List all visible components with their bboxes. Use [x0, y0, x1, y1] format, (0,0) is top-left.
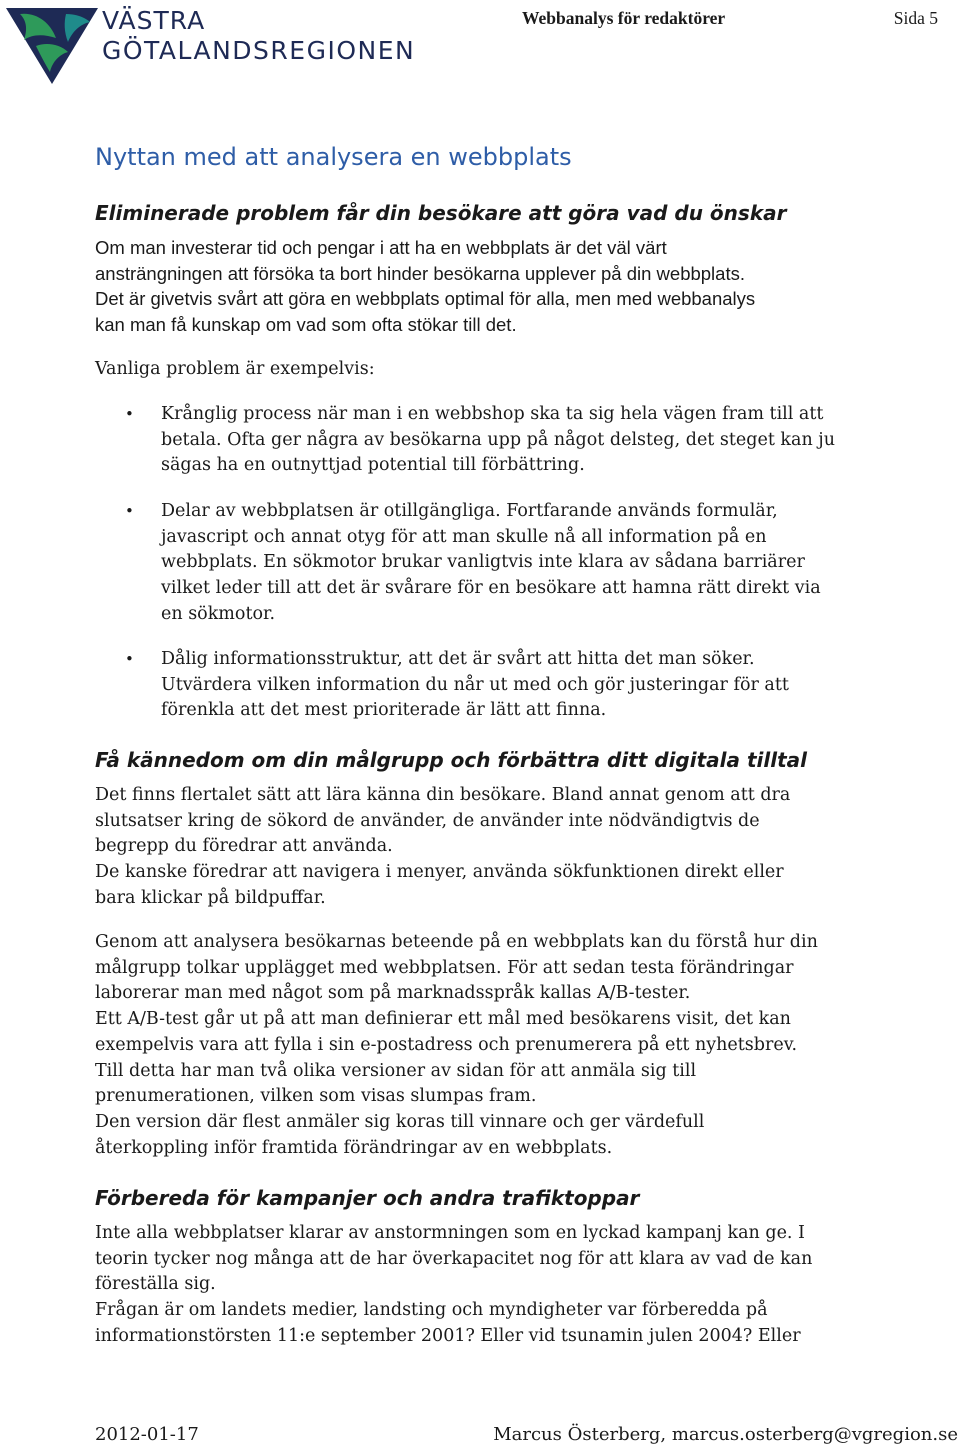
section-heading: Nyttan med att analysera en webbplats: [95, 143, 572, 171]
paragraph-ab-testing: [95, 930, 870, 1161]
text-line: en sökmotor.: [161, 603, 276, 624]
logo-text-line1: VÄSTRA: [102, 6, 206, 35]
text-line: Inte alla webbplatser klarar av anstormningen som en lyckad kampanj kan ge. I: [95, 1223, 805, 1243]
text-line: sägas ha en outnyttjad potential till förbättring.: [161, 455, 585, 476]
text-line: Frågan är om landets medier, landsting och myndigheter var förberedda på: [95, 1300, 768, 1321]
page-header: [0, 0, 960, 90]
text-line: javascript och annat otyg för att man skulle nå all information på en: [161, 526, 767, 547]
logo-text-line2: GÖTALANDSREGIONEN: [102, 36, 416, 65]
subsection-heading-target-group: Få kännedom om din målgrupp och förbättra ditt digitala tilltal: [95, 748, 808, 772]
text-line: prenumerationen, vilken som visas slumpas fram.: [95, 1086, 537, 1107]
text-line: begrepp du föredrar att använda.: [95, 836, 393, 857]
paragraph-intro: [95, 235, 870, 338]
text-line: teorin tycker nog många att de har överkapacitet nog för att klara av vad de kan: [95, 1248, 813, 1269]
text-line: Vanliga problem är exempelvis:: [95, 359, 375, 379]
text-line: Delar av webbplatsen är otillgängliga. Fortfarande används formulär,: [161, 501, 778, 521]
subsection-heading-problems: Eliminerade problem får din besökare att göra vad du önskar: [95, 201, 787, 225]
text-line: återkoppling inför framtida förändringar av en webbplats.: [95, 1137, 613, 1158]
text-line: exempelvis vara att fylla i sin e-postadress och prenumerera på ett nyhetsbrev.: [95, 1034, 798, 1055]
text-line: De kanske föredrar att navigera i menyer, använda sökfunktionen direkt eller: [95, 862, 784, 883]
bullet-icon: •: [125, 650, 134, 668]
text-line: slutsatser kring de sökord de använder, de använder inte nödvändigtvis de: [95, 810, 760, 831]
subsection-heading-campaigns: Förbereda för kampanjer och andra trafiktoppar: [95, 1186, 640, 1210]
text-line: Om man investerar tid och pengar i att ha en webbplats är det väl värt: [95, 237, 667, 258]
logo-emblem-icon: [6, 4, 100, 86]
bullet-icon: •: [125, 502, 134, 520]
text-line: Ett A/B-test går ut på att man definierar ett mål med besökarens visit, det kan: [95, 1009, 791, 1030]
text-line: Det är givetvis svårt att göra en webbplats optimal för alla, men med webbanalys: [95, 288, 756, 310]
text-line: ansträngningen att försöka ta bort hinder besökarna upplever på din webbplats.: [95, 262, 745, 284]
paragraph-common-problems: [95, 357, 870, 383]
text-line: förenkla att det mest prioriterade är lätt att finna.: [161, 700, 607, 721]
bullet-icon: •: [125, 405, 134, 423]
page-number: Sida 5: [893, 8, 938, 28]
text-line: målgrupp tolkar upplägget med webbplatsen. För att sedan testa förändringar: [95, 957, 794, 978]
text-line: föreställa sig.: [95, 1274, 216, 1295]
paragraph-campaigns: [95, 1221, 870, 1350]
footer-author: Marcus Österberg, marcus.osterberg@vgregion.se: [493, 1424, 958, 1445]
text-line: Det finns flertalet sätt att lära känna din besökare. Bland annat genom att dra: [95, 785, 791, 805]
text-line: vilket leder till att det är svårare för en besökare att hamna rätt direkt via: [161, 578, 821, 599]
text-line: Krånglig process när man i en webbshop ska ta sig hela vägen fram till att: [161, 404, 824, 424]
text-line: Till detta har man två olika versioner av sidan för att anmäla sig till: [95, 1060, 697, 1081]
text-line: Genom att analysera besökarnas beteende på en webbplats kan du förstå hur din: [95, 932, 818, 952]
text-line: bara klickar på bildpuffar.: [95, 887, 326, 908]
text-line: laborerar man med något som på marknadsspråk kallas A/B-tester.: [95, 983, 691, 1004]
text-line: Den version där flest anmäler sig koras till vinnare och ger värdefull: [95, 1111, 705, 1132]
text-line: kan man få kunskap om vad som ofta stökar till det.: [95, 314, 517, 336]
text-line: Dålig informationsstruktur, att det är svårt att hitta det man söker.: [161, 649, 755, 669]
text-line: betala. Ofta ger några av besökarna upp på något delsteg, det steget kan ju: [161, 429, 835, 450]
footer-date: 2012-01-17: [95, 1424, 199, 1445]
text-line: Utvärdera vilken information du når ut med och gör justeringar för att: [161, 674, 789, 695]
text-line: informationstörsten 11:e september 2001? Eller vid tsunamin julen 2004? Eller: [95, 1325, 801, 1346]
vastra-gotalandsregionen-logo: [6, 4, 416, 86]
text-line: webbplats. En sökmotor brukar vanligtvis inte klara av sådana barriärer: [161, 552, 805, 573]
document-title: Webbanalys för redaktörer: [522, 8, 726, 28]
paragraph-know-visitor: [95, 783, 870, 912]
